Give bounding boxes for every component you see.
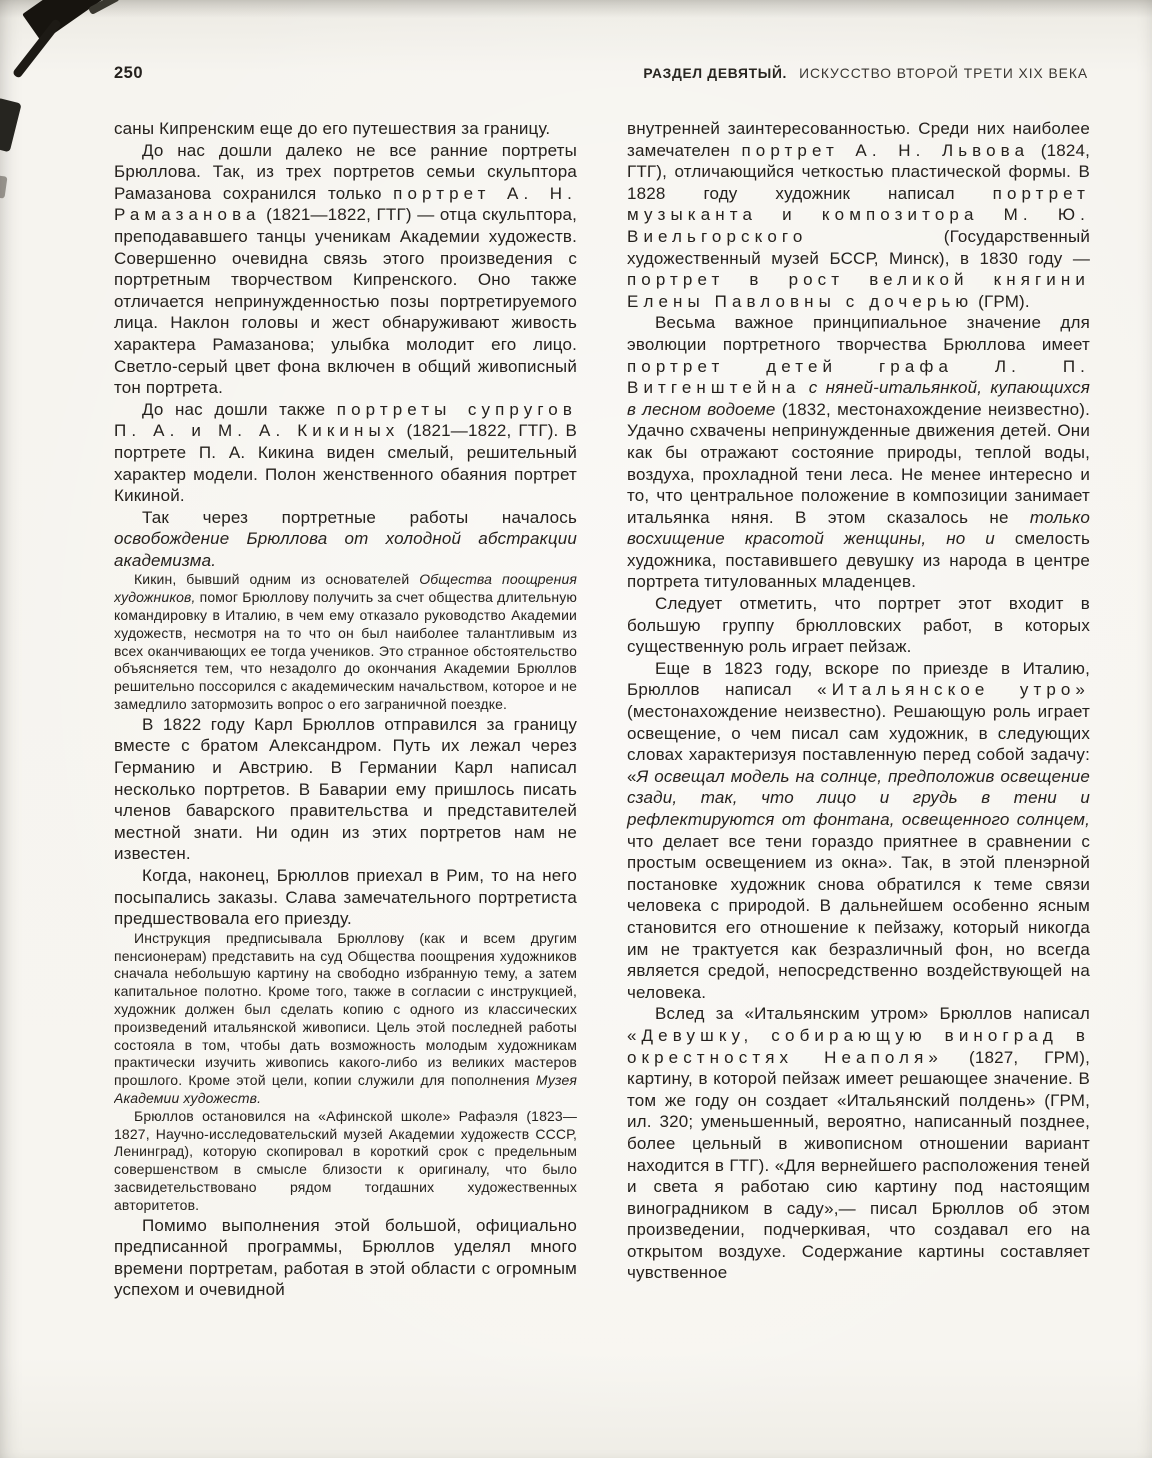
- text-segment: (1821—1822, ГТГ) — отца скульптора, преподававшего танцы ученикам Академии художеств. Совершенно очевидна связь этого произведения с портретным творчеством Кипренского. Оно также отличается непринужденностью позы портретируемого лица. Наклон головы и жест обнаруживают живость характера Рамазанова; улыбка молодит его лицо. Светло-серый цвет фона включен в общий живописный тон портрета.: [114, 205, 577, 398]
- paragraph: [627, 593, 1090, 658]
- text-segment: Когда, наконец, Брюллов приехал в Рим, то на него посыпались заказы. Слава замечательного портретиста предшествовала его приезду.: [114, 866, 577, 929]
- text-segment: смелость художника, поставившего девушку из народа в центре портрета титулованных младенцев.: [627, 529, 1090, 592]
- text-segment: портрет детей графа Л. П. Витгенштейна: [627, 356, 1090, 398]
- text-segment: Я освещал модель на солнце, предположив освещение сзади, так, что лицо и грудь в тени и рефлектируются от фонтана, освещенного солнцем,: [627, 766, 1090, 829]
- scan-top-shadow: [0, 0, 1152, 18]
- text-segment: Общества поощрения художников,: [114, 571, 577, 606]
- text-segment: портрет в рост великой княгини Елены Павловны с дочерью: [627, 270, 1090, 311]
- text-segment: Так через портретные работы началось: [142, 507, 577, 527]
- text-segment: В 1822 году Карл Брюллов отправился за границу вместе с братом Александром. Путь их лежал через Германию и Австрию. В Германии Карл написал несколько портретов. В Баварии ему пришлось писать членов баварского правительства и представителей местной знати. Ни один из этих портретов нам не известен.: [114, 714, 577, 864]
- text-segment: Еще в 1823 году, вскоре по приезде в Италию, Брюллов написал: [627, 658, 1090, 700]
- text-segment: Музея Академии художеств.: [114, 1072, 577, 1106]
- text-segment: освобождение Брюллова от холодной абстракции академизма.: [114, 529, 577, 570]
- text-segment: только восхищение красотой женщины, но и: [627, 507, 1090, 549]
- text-segment: внутренней заинтересованностью. Среди них наиболее замечателен: [627, 119, 1090, 160]
- text-segment: (1821—1822, ГТГ). В портрете П. А. Кикина виден смелый, решительный характер модели. Полон женственного обаяния портрет Кикиной.: [114, 421, 577, 506]
- paragraph: [627, 118, 1090, 312]
- paragraph: [114, 118, 577, 140]
- text-segment: Помимо выполнения этой большой, официально предписанной программы, Брюллов уделял много времени портретам, работая в этой области с огромным успехом и очевидной: [114, 1215, 577, 1300]
- paragraph: [114, 865, 577, 930]
- text-segment: Вслед за «Итальянским утром» Брюллов написал: [655, 1004, 1090, 1024]
- paragraph: [114, 571, 577, 713]
- text-segment: Кикин, бывший одним из основателей: [134, 571, 420, 588]
- text-segment: портрет А. Н. Львова: [741, 140, 1030, 160]
- page-header: [114, 64, 1088, 83]
- paragraph: [114, 1215, 577, 1301]
- paragraph: [114, 1108, 577, 1215]
- scan-artifact-edge-smudge: [0, 175, 7, 198]
- text-segment: Следует отметить, что портрет этот входит в большую группу брюлловских работ, в которых существенную роль играет пейзаж.: [627, 594, 1090, 657]
- column-left: [114, 118, 577, 1440]
- text-segment: (Государственный художественный музей БССР, Минск), в 1830 году —: [627, 226, 1090, 268]
- text-segment: (местонахождение неизвестно). Решающую роль играет освещение, о чем писал сам художник, в следующих словах характеризуя поставленную перед собой задачу: «: [627, 702, 1090, 786]
- text-segment: (1832, местонахождение неизвестно). Удачно схвачены непринужденные движения детей. Они как бы отражают состояние природы, теплой воды, воздуха, прохладной тени леса. Не менее интересно и то, что центральное положение в композиции занимает итальянка няня. В этом сказалось не: [627, 399, 1090, 527]
- paragraph: [627, 1003, 1090, 1284]
- text-segment: До нас дошли также: [142, 399, 337, 419]
- text-segment: саны Кипренским еще до его путешествия за границу.: [114, 119, 551, 138]
- column-right: [627, 118, 1090, 1440]
- text-segment: Весьма важное принципиальное значение для эволюции портретного творчества Брюллова имеет: [627, 313, 1090, 354]
- text-segment: помог Брюллову получить за счет общества длительную командировку в Италию, в чем ему отказало руководство Академии художеств, несмотря на то что он был наиболее талантливым из всех оканчивающих ее тогда учеников. Это странное обстоятельство объясняется тем, что незадолго до окончания Академии Брюллов решительно поссорился с академическим начальством, которое и не замедлило затормозить вопрос о его заграничной поездке.: [114, 589, 577, 713]
- text-segment: «Итальянское утро»: [817, 680, 1090, 700]
- paragraph: [114, 930, 577, 1108]
- running-title: [643, 66, 1088, 81]
- running-title-section: РАЗДЕЛ ДЕВЯТЫЙ.: [643, 66, 788, 81]
- text-segment: портрет А. Н. Рамазанова: [114, 183, 578, 225]
- text-segment: (1827, ГРМ), картину, в которой пейзаж имеет решающее значение. В том же году он создает «Итальянский полдень» (ГРМ, ил. 320; уменьшенный, вероятно, написанный позднее, более цельный в живописном отношении вариант находится в ГТГ). «Для вернейшего расположения теней и света я работаю сию картину под настоящим виноградником в саду»,— писал Брюллов об этом произведении, подчеркивая, что создавал его на открытом воздухе. Содержание картины составляет чувственное: [627, 1047, 1090, 1283]
- paragraph: [627, 658, 1090, 1004]
- paragraph: [114, 140, 577, 399]
- paragraph: [114, 399, 577, 507]
- text-segment: с няней-итальянкой, купающихся в лесном водоеме: [627, 378, 1090, 419]
- text-segment: «Девушку, собирающую виноград в окрестностях Неаполя»: [627, 1025, 1090, 1067]
- running-title-subtitle: ИСКУССТВО ВТОРОЙ ТРЕТИ XIX ВЕКА: [799, 66, 1088, 81]
- text-segment: портрет музыканта и композитора М. Ю. Виельгорского: [627, 183, 1090, 246]
- text-columns: [114, 118, 1090, 1440]
- paragraph: [114, 714, 577, 865]
- paragraph: [627, 312, 1090, 593]
- page-number: 250: [114, 64, 144, 82]
- text-segment: (1824, ГТГ), отличающийся четкостью пластической формы. В 1828 году художник написал: [627, 140, 1090, 203]
- text-segment: До нас дошли далеко не все ранние портреты Брюллова. Так, из трех портретов семьи скульптора Рамазанова сохранился только: [114, 140, 577, 203]
- scan-artifact-edge-mark: [0, 98, 22, 153]
- text-segment: Инструкция предписывала Брюллову (как и всем другим пенсионерам) представить на суд Общества поощрения художников сначала небольшую картину на свободно избранную тему, а затем капитальное полотно. Кроме того, также в согласии с инструкцией, художник должен был сделать копию с одного из классических произведений итальянской живописи. Цель этой последней работы состояла в том, чтобы дать возможность молодым художникам практически изучить живопись какого-либо из великих мастеров прошлого. Кроме этой цели, копии служили для пополнения: [114, 929, 577, 1089]
- text-segment: портреты супругов П. А. и М. А. Кикиных: [114, 399, 577, 441]
- text-segment: что делает все тени гораздо приятнее в сравнении с простым освещением из окна». Так, в этой пленэрной постановке художник снова обратился к теме связи человека с природой. В дальнейшем особенно ясным становится его отношение к пейзажу, который никогда им не трактуется как безразличный фон, но всегда является средой, непосредственно воздействующей на человека.: [627, 831, 1090, 1002]
- paragraph: [114, 507, 577, 572]
- text-segment: (ГРМ).: [973, 291, 1030, 311]
- text-segment: Брюллов остановился на «Афинской школе» Рафаэля (1823—1827, Научно-исследовательский музей Академии художеств СССР, Ленинград), которую скопировал в короткий срок с предельным совершенством в смысле близости к оригиналу, что было засвидетельствовано рядом тогдашних художественных авторитетов.: [114, 1107, 577, 1213]
